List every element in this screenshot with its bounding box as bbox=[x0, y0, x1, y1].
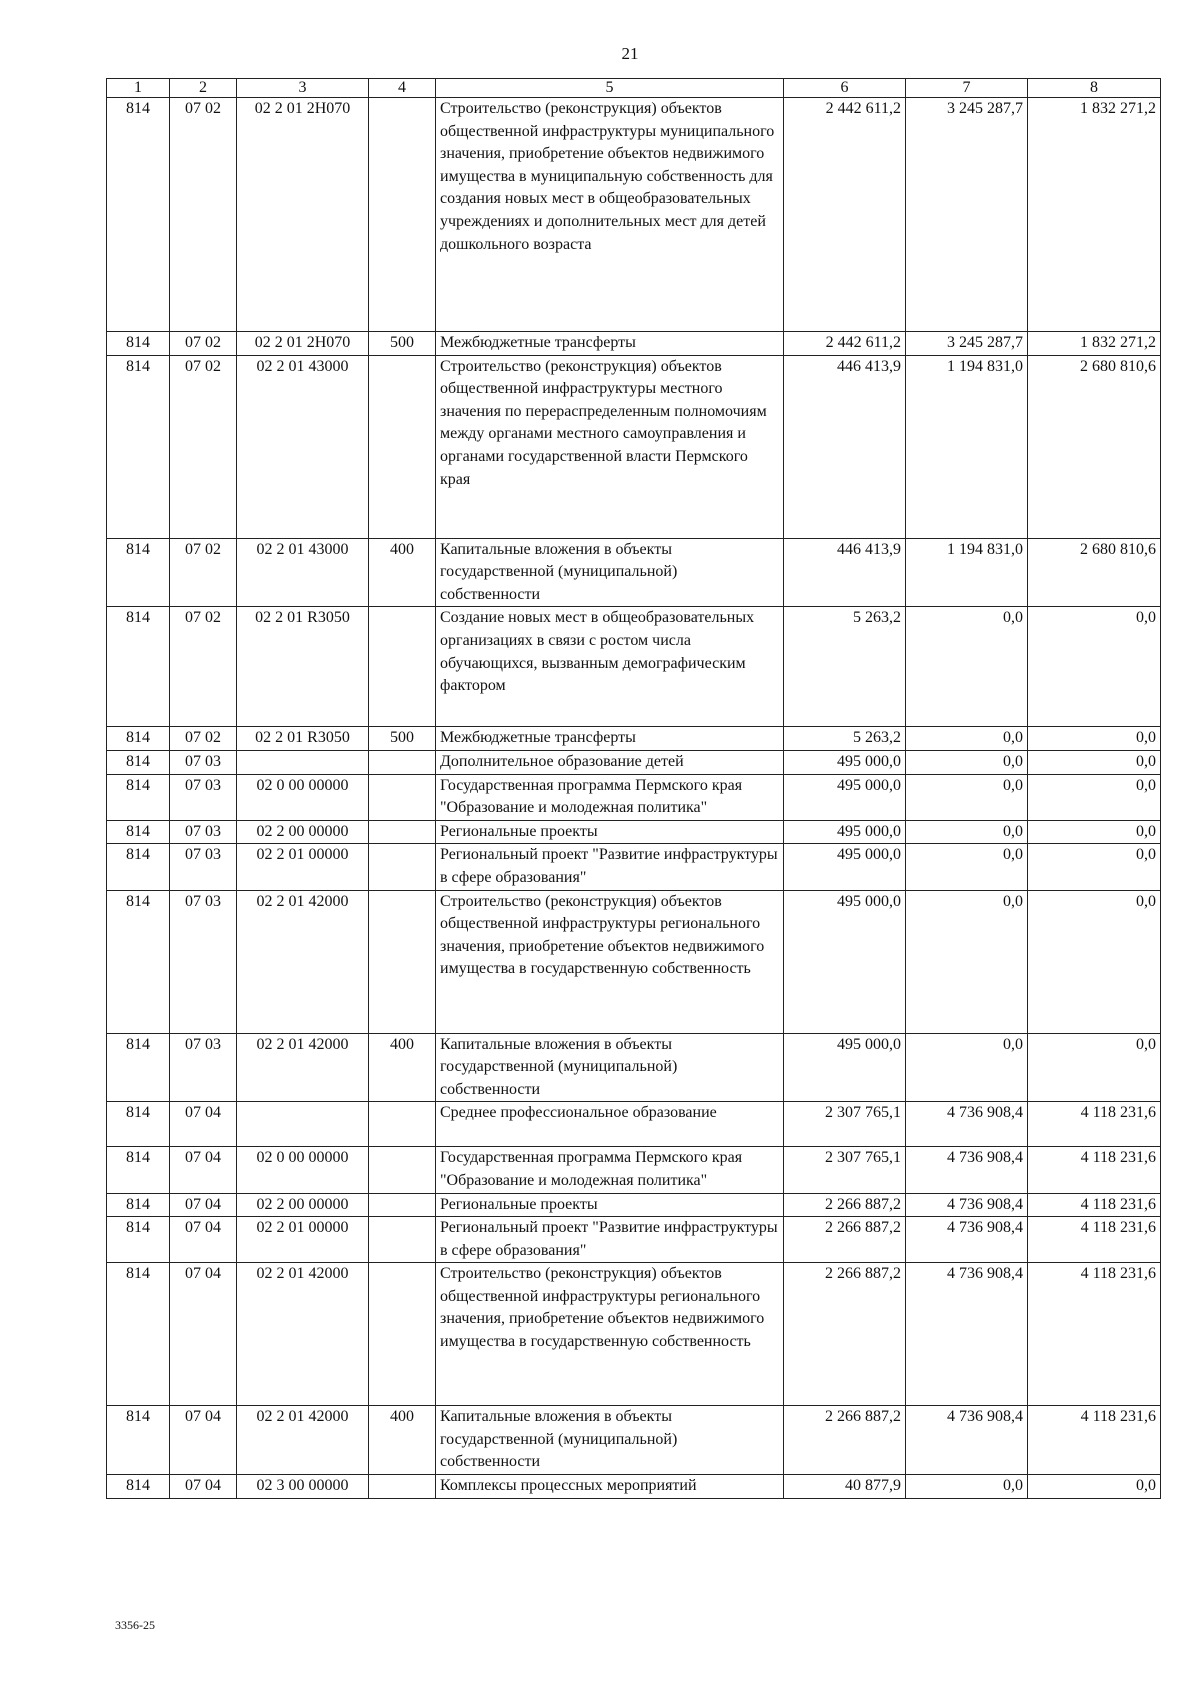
cell-amount-year3: 0,0 bbox=[1028, 727, 1161, 751]
cell-target-article: 02 2 00 00000 bbox=[237, 1193, 369, 1217]
cell-section: 07 04 bbox=[170, 1147, 237, 1193]
cell-amount-year3: 0,0 bbox=[1028, 774, 1161, 820]
cell-expense-type bbox=[369, 1102, 436, 1147]
cell-expense-type bbox=[369, 607, 436, 727]
cell-admin-code: 814 bbox=[107, 1475, 170, 1499]
cell-section: 07 04 bbox=[170, 1217, 237, 1263]
cell-amount-year3: 0,0 bbox=[1028, 820, 1161, 844]
cell-amount-year1: 495 000,0 bbox=[784, 820, 906, 844]
cell-section: 07 03 bbox=[170, 820, 237, 844]
cell-description: Государственная программа Пермского края "Образование и молодежная политика" bbox=[436, 1147, 784, 1193]
cell-target-article bbox=[237, 1102, 369, 1147]
cell-admin-code: 814 bbox=[107, 750, 170, 774]
cell-description: Создание новых мест в общеобразовательных организациях в связи с ростом числа обучающихся, вызванным демографическим фактором bbox=[436, 607, 784, 727]
col-header-7: 7 bbox=[906, 79, 1028, 98]
cell-description: Строительство (реконструкция) объектов общественной инфраструктуры муниципального значения, приобретение объектов недвижимого имущества в муниципальную собственность для создания новых мест в общеобразовательных учреждениях и дополнительных мест для детей дошкольного возраста bbox=[436, 98, 784, 332]
cell-section: 07 02 bbox=[170, 538, 237, 607]
cell-amount-year1: 2 307 765,1 bbox=[784, 1147, 906, 1193]
cell-admin-code: 814 bbox=[107, 1102, 170, 1147]
cell-description: Межбюджетные трансферты bbox=[436, 727, 784, 751]
col-header-3: 3 bbox=[237, 79, 369, 98]
table-row bbox=[107, 1263, 1161, 1406]
cell-admin-code: 814 bbox=[107, 1193, 170, 1217]
cell-admin-code: 814 bbox=[107, 355, 170, 538]
cell-amount-year3: 0,0 bbox=[1028, 750, 1161, 774]
cell-amount-year3: 2 680 810,6 bbox=[1028, 538, 1161, 607]
header-row bbox=[107, 79, 1161, 98]
cell-section: 07 02 bbox=[170, 727, 237, 751]
cell-section: 07 03 bbox=[170, 844, 237, 890]
cell-expense-type: 400 bbox=[369, 538, 436, 607]
cell-amount-year2: 0,0 bbox=[906, 1033, 1028, 1102]
cell-target-article: 02 3 00 00000 bbox=[237, 1475, 369, 1499]
cell-amount-year1: 40 877,9 bbox=[784, 1475, 906, 1499]
cell-expense-type bbox=[369, 774, 436, 820]
cell-target-article: 02 2 01 2Н070 bbox=[237, 98, 369, 332]
col-header-1: 1 bbox=[107, 79, 170, 98]
cell-description: Строительство (реконструкция) объектов общественной инфраструктуры регионального значения, приобретение объектов недвижимого имущества в государственную собственность bbox=[436, 890, 784, 1033]
cell-expense-type bbox=[369, 1193, 436, 1217]
cell-admin-code: 814 bbox=[107, 890, 170, 1033]
cell-section: 07 03 bbox=[170, 1033, 237, 1102]
cell-description: Государственная программа Пермского края "Образование и молодежная политика" bbox=[436, 774, 784, 820]
cell-amount-year2: 0,0 bbox=[906, 820, 1028, 844]
table-row bbox=[107, 538, 1161, 607]
cell-target-article: 02 2 01 42000 bbox=[237, 1406, 369, 1475]
table-row bbox=[107, 844, 1161, 890]
cell-amount-year3: 4 118 231,6 bbox=[1028, 1217, 1161, 1263]
cell-amount-year1: 495 000,0 bbox=[784, 1033, 906, 1102]
cell-amount-year3: 1 832 271,2 bbox=[1028, 332, 1161, 356]
cell-amount-year1: 5 263,2 bbox=[784, 727, 906, 751]
cell-section: 07 02 bbox=[170, 607, 237, 727]
cell-amount-year2: 0,0 bbox=[906, 890, 1028, 1033]
cell-amount-year1: 495 000,0 bbox=[784, 844, 906, 890]
cell-description: Региональный проект "Развитие инфраструктуры в сфере образования" bbox=[436, 844, 784, 890]
cell-amount-year3: 0,0 bbox=[1028, 890, 1161, 1033]
cell-target-article: 02 2 01 43000 bbox=[237, 355, 369, 538]
table-row bbox=[107, 1475, 1161, 1499]
cell-admin-code: 814 bbox=[107, 820, 170, 844]
cell-amount-year3: 2 680 810,6 bbox=[1028, 355, 1161, 538]
cell-amount-year2: 4 736 908,4 bbox=[906, 1147, 1028, 1193]
cell-description: Региональные проекты bbox=[436, 820, 784, 844]
cell-amount-year1: 5 263,2 bbox=[784, 607, 906, 727]
cell-expense-type bbox=[369, 1475, 436, 1499]
cell-admin-code: 814 bbox=[107, 538, 170, 607]
cell-section: 07 03 bbox=[170, 774, 237, 820]
cell-amount-year2: 3 245 287,7 bbox=[906, 332, 1028, 356]
table-row bbox=[107, 1193, 1161, 1217]
cell-target-article: 02 2 01 00000 bbox=[237, 1217, 369, 1263]
cell-description: Строительство (реконструкция) объектов общественной инфраструктуры местного значения по перераспределенным полномочиям между органами местного самоуправления и органами государственной власти Пермского края bbox=[436, 355, 784, 538]
cell-expense-type: 500 bbox=[369, 727, 436, 751]
table-row bbox=[107, 890, 1161, 1033]
cell-description: Среднее профессиональное образование bbox=[436, 1102, 784, 1147]
cell-admin-code: 814 bbox=[107, 1406, 170, 1475]
table-row bbox=[107, 1102, 1161, 1147]
cell-description: Комплексы процессных мероприятий bbox=[436, 1475, 784, 1499]
cell-amount-year1: 2 266 887,2 bbox=[784, 1217, 906, 1263]
cell-target-article: 02 2 01 42000 bbox=[237, 1263, 369, 1406]
table-row bbox=[107, 1033, 1161, 1102]
cell-expense-type bbox=[369, 890, 436, 1033]
cell-amount-year3: 4 118 231,6 bbox=[1028, 1147, 1161, 1193]
cell-target-article: 02 2 01 42000 bbox=[237, 1033, 369, 1102]
cell-amount-year3: 4 118 231,6 bbox=[1028, 1102, 1161, 1147]
cell-amount-year1: 495 000,0 bbox=[784, 774, 906, 820]
cell-amount-year3: 4 118 231,6 bbox=[1028, 1263, 1161, 1406]
cell-description: Строительство (реконструкция) объектов общественной инфраструктуры регионального значения, приобретение объектов недвижимого имущества в государственную собственность bbox=[436, 1263, 784, 1406]
cell-amount-year1: 2 307 765,1 bbox=[784, 1102, 906, 1147]
cell-description: Капитальные вложения в объекты государственной (муниципальной) собственности bbox=[436, 1033, 784, 1102]
cell-amount-year2: 4 736 908,4 bbox=[906, 1217, 1028, 1263]
cell-description: Дополнительное образование детей bbox=[436, 750, 784, 774]
cell-admin-code: 814 bbox=[107, 1217, 170, 1263]
cell-amount-year2: 4 736 908,4 bbox=[906, 1102, 1028, 1147]
cell-expense-type bbox=[369, 1263, 436, 1406]
cell-expense-type: 400 bbox=[369, 1033, 436, 1102]
cell-amount-year1: 495 000,0 bbox=[784, 750, 906, 774]
cell-admin-code: 814 bbox=[107, 98, 170, 332]
table-row bbox=[107, 820, 1161, 844]
cell-amount-year3: 4 118 231,6 bbox=[1028, 1406, 1161, 1475]
cell-amount-year2: 0,0 bbox=[906, 750, 1028, 774]
cell-amount-year2: 4 736 908,4 bbox=[906, 1406, 1028, 1475]
cell-amount-year3: 0,0 bbox=[1028, 607, 1161, 727]
cell-amount-year2: 4 736 908,4 bbox=[906, 1263, 1028, 1406]
cell-amount-year1: 2 266 887,2 bbox=[784, 1406, 906, 1475]
cell-target-article: 02 2 01 00000 bbox=[237, 844, 369, 890]
cell-admin-code: 814 bbox=[107, 774, 170, 820]
cell-amount-year3: 0,0 bbox=[1028, 844, 1161, 890]
cell-amount-year1: 2 442 611,2 bbox=[784, 332, 906, 356]
cell-expense-type bbox=[369, 1147, 436, 1193]
table-row bbox=[107, 1217, 1161, 1263]
cell-amount-year1: 495 000,0 bbox=[784, 890, 906, 1033]
col-header-6: 6 bbox=[784, 79, 906, 98]
cell-section: 07 03 bbox=[170, 890, 237, 1033]
cell-amount-year1: 2 266 887,2 bbox=[784, 1193, 906, 1217]
cell-admin-code: 814 bbox=[107, 844, 170, 890]
cell-section: 07 02 bbox=[170, 332, 237, 356]
table-row bbox=[107, 727, 1161, 751]
table-row bbox=[107, 98, 1161, 332]
cell-admin-code: 814 bbox=[107, 727, 170, 751]
cell-description: Региональные проекты bbox=[436, 1193, 784, 1217]
cell-target-article: 02 2 00 00000 bbox=[237, 820, 369, 844]
cell-description: Капитальные вложения в объекты государственной (муниципальной) собственности bbox=[436, 1406, 784, 1475]
table-row bbox=[107, 750, 1161, 774]
cell-amount-year2: 1 194 831,0 bbox=[906, 355, 1028, 538]
cell-amount-year3: 4 118 231,6 bbox=[1028, 1193, 1161, 1217]
cell-description: Региональный проект "Развитие инфраструктуры в сфере образования" bbox=[436, 1217, 784, 1263]
cell-amount-year1: 446 413,9 bbox=[784, 355, 906, 538]
cell-section: 07 03 bbox=[170, 750, 237, 774]
table-row bbox=[107, 1406, 1161, 1475]
table-row bbox=[107, 355, 1161, 538]
cell-amount-year2: 0,0 bbox=[906, 1475, 1028, 1499]
cell-section: 07 04 bbox=[170, 1263, 237, 1406]
cell-target-article: 02 0 00 00000 bbox=[237, 1147, 369, 1193]
cell-section: 07 04 bbox=[170, 1102, 237, 1147]
cell-expense-type bbox=[369, 750, 436, 774]
cell-description: Межбюджетные трансферты bbox=[436, 332, 784, 356]
col-header-4: 4 bbox=[369, 79, 436, 98]
col-header-5: 5 bbox=[436, 79, 784, 98]
cell-expense-type bbox=[369, 1217, 436, 1263]
cell-amount-year3: 0,0 bbox=[1028, 1033, 1161, 1102]
document-code: 3356-25 bbox=[115, 1618, 155, 1632]
table-row bbox=[107, 332, 1161, 356]
cell-amount-year1: 2 266 887,2 bbox=[784, 1263, 906, 1406]
page-number: 21 bbox=[621, 44, 639, 63]
cell-section: 07 04 bbox=[170, 1475, 237, 1499]
cell-admin-code: 814 bbox=[107, 1033, 170, 1102]
cell-amount-year2: 4 736 908,4 bbox=[906, 1193, 1028, 1217]
cell-section: 07 02 bbox=[170, 98, 237, 332]
cell-expense-type: 400 bbox=[369, 1406, 436, 1475]
cell-target-article bbox=[237, 750, 369, 774]
cell-amount-year2: 0,0 bbox=[906, 607, 1028, 727]
cell-section: 07 04 bbox=[170, 1406, 237, 1475]
cell-target-article: 02 2 01 R3050 bbox=[237, 607, 369, 727]
cell-amount-year2: 1 194 831,0 bbox=[906, 538, 1028, 607]
cell-description: Капитальные вложения в объекты государственной (муниципальной) собственности bbox=[436, 538, 784, 607]
col-header-8: 8 bbox=[1028, 79, 1161, 98]
budget-table bbox=[106, 78, 1161, 1499]
cell-admin-code: 814 bbox=[107, 1263, 170, 1406]
cell-admin-code: 814 bbox=[107, 1147, 170, 1193]
cell-amount-year2: 0,0 bbox=[906, 774, 1028, 820]
cell-expense-type bbox=[369, 98, 436, 332]
table-row bbox=[107, 1147, 1161, 1193]
cell-target-article: 02 2 01 R3050 bbox=[237, 727, 369, 751]
cell-amount-year1: 446 413,9 bbox=[784, 538, 906, 607]
cell-amount-year3: 0,0 bbox=[1028, 1475, 1161, 1499]
table-row bbox=[107, 774, 1161, 820]
cell-expense-type bbox=[369, 355, 436, 538]
cell-expense-type bbox=[369, 820, 436, 844]
cell-target-article: 02 0 00 00000 bbox=[237, 774, 369, 820]
cell-admin-code: 814 bbox=[107, 332, 170, 356]
cell-amount-year3: 1 832 271,2 bbox=[1028, 98, 1161, 332]
cell-amount-year1: 2 442 611,2 bbox=[784, 98, 906, 332]
cell-section: 07 04 bbox=[170, 1193, 237, 1217]
cell-amount-year2: 0,0 bbox=[906, 727, 1028, 751]
cell-target-article: 02 2 01 2Н070 bbox=[237, 332, 369, 356]
cell-section: 07 02 bbox=[170, 355, 237, 538]
cell-target-article: 02 2 01 43000 bbox=[237, 538, 369, 607]
cell-expense-type bbox=[369, 844, 436, 890]
cell-expense-type: 500 bbox=[369, 332, 436, 356]
table-row bbox=[107, 607, 1161, 727]
cell-target-article: 02 2 01 42000 bbox=[237, 890, 369, 1033]
cell-amount-year2: 0,0 bbox=[906, 844, 1028, 890]
col-header-2: 2 bbox=[170, 79, 237, 98]
cell-admin-code: 814 bbox=[107, 607, 170, 727]
cell-amount-year2: 3 245 287,7 bbox=[906, 98, 1028, 332]
